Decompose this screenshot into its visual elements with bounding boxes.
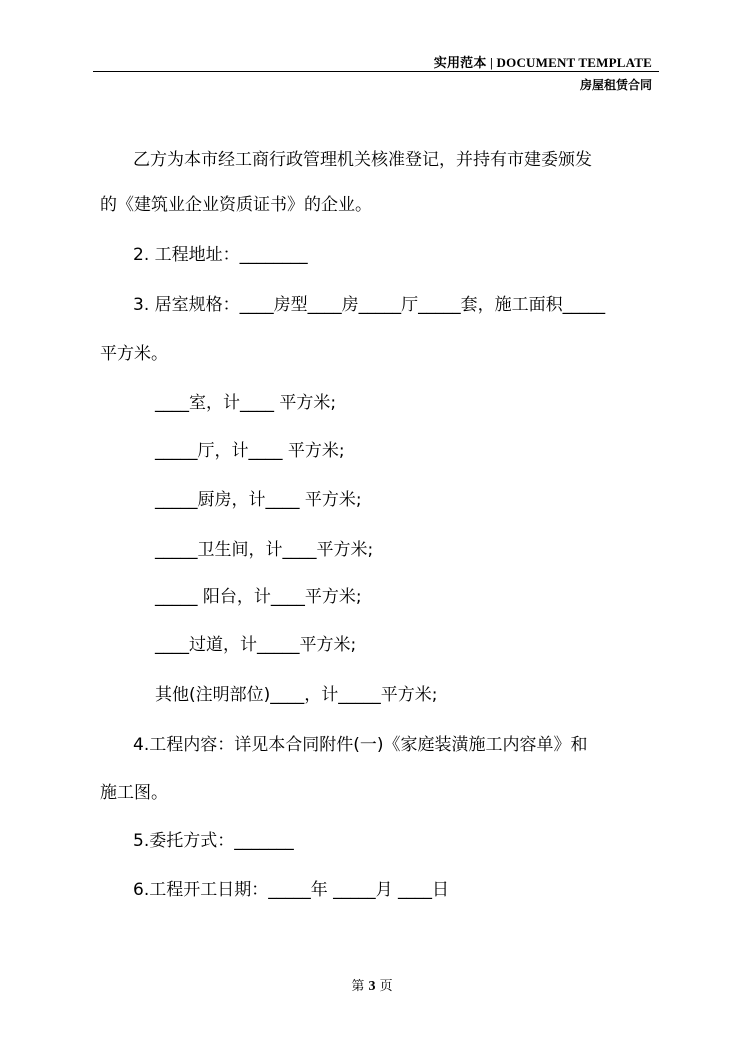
header-title: 实用范本 | DOCUMENT TEMPLATE <box>433 55 652 70</box>
page-suffix: 页 <box>379 979 393 994</box>
header-divider <box>93 71 659 72</box>
item-6-start-date: 6.工程开工日期：_____年 _____月 ____日 <box>133 880 450 900</box>
room-line-bedroom: ____室，计____ 平方米; <box>155 393 337 413</box>
item-4-line-1: 4.工程内容：详见本合同附件(一)《家庭装潢施工内容单》和 <box>133 735 588 755</box>
intro-line-2: 的《建筑业企业资质证书》的企业。 <box>100 195 372 215</box>
room-line-balcony: _____ 阳台，计____平方米; <box>155 587 362 607</box>
room-line-corridor: ____过道，计_____平方米; <box>155 635 357 655</box>
intro-line-1: 乙方为本市经工商行政管理机关核准登记，并持有市建委颁发 <box>133 150 592 170</box>
item-4-line-2: 施工图。 <box>100 783 168 803</box>
item-2-address: 2. 工程地址：________ <box>133 245 308 265</box>
room-line-other: 其他(注明部位)____，计_____平方米; <box>155 685 438 705</box>
item-3-line-2: 平方米。 <box>100 344 168 364</box>
room-line-kitchen: _____厨房，计____ 平方米; <box>155 490 362 510</box>
room-line-hall: _____厅，计____ 平方米; <box>155 441 345 461</box>
header-subtitle: 房屋租赁合同 <box>579 78 652 92</box>
page-prefix: 第 <box>351 979 365 994</box>
item-5-delegation: 5.委托方式：_______ <box>133 831 294 851</box>
room-line-bathroom: _____卫生间，计____平方米; <box>155 540 374 560</box>
item-3-line-1: 3. 居室规格：____房型____房_____厅_____套，施工面积_____ <box>133 295 606 315</box>
page-number-value: 3 <box>368 979 376 994</box>
page-number <box>0 975 744 995</box>
